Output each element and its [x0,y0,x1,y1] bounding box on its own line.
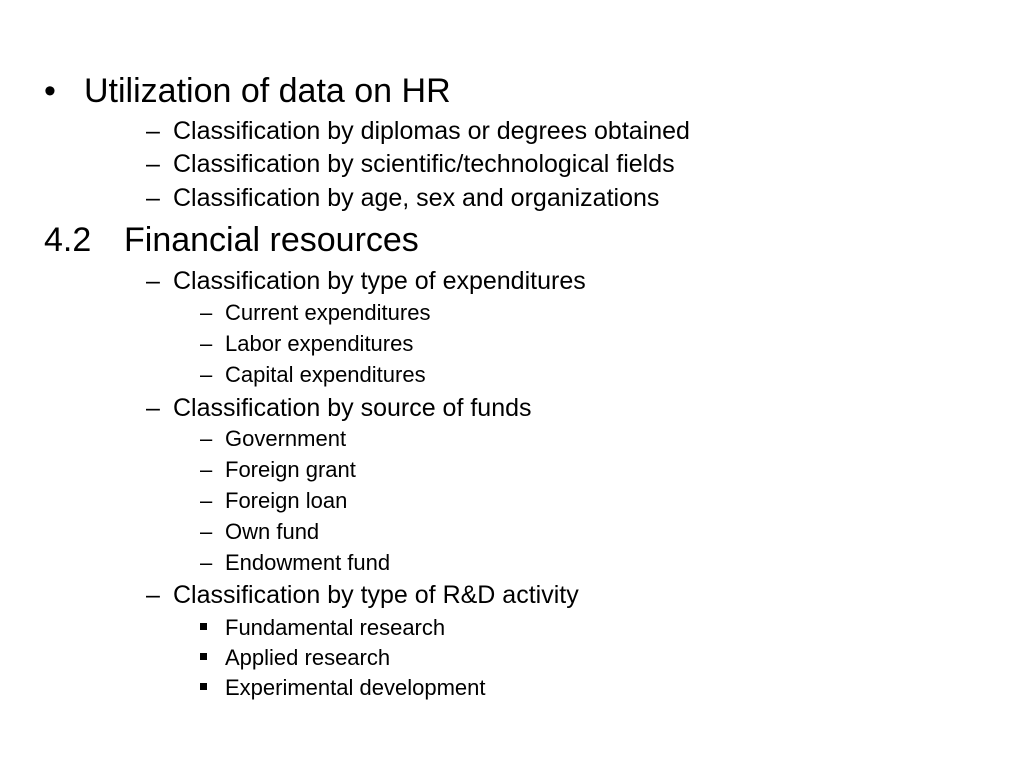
dash-marker: – [146,394,160,422]
dash-marker: – [200,457,213,482]
bullet-marker: • [44,72,56,110]
dash-marker: – [200,331,213,356]
sub-item: Own fund [225,519,320,544]
dash-marker: – [146,184,160,212]
dash-marker: – [200,488,213,513]
sub-item: Capital expenditures [225,362,426,387]
dash-marker: – [200,519,213,544]
hr-item: Classification by age, sex and organizations [173,184,660,212]
sub-item: Government [225,426,347,451]
sub-item: Endowment fund [225,550,391,575]
sub-item: Current expenditures [225,300,431,325]
group-label-rd-activity: Classification by type of R&D activity [173,581,579,609]
hr-item: Classification by scientific/technological fields [173,150,675,178]
sub-item: Applied research [225,645,391,670]
financial-section-title: Financial resources [124,221,419,259]
hr-section-title: Utilization of data on HR [84,72,451,110]
dash-marker: – [200,550,213,575]
sub-item: Foreign loan [225,488,348,513]
dash-marker: – [146,117,160,145]
square-bullet-icon [200,683,207,690]
sub-item: Experimental development [225,675,486,700]
group-label-funds: Classification by source of funds [173,394,532,422]
dash-marker: – [200,362,213,387]
dash-marker: – [146,267,160,295]
dash-marker: – [200,426,213,451]
sub-item: Foreign grant [225,457,356,482]
hr-item: Classification by diplomas or degrees obtained [173,117,690,145]
sub-item: Labor expenditures [225,331,414,356]
group-label-expenditures: Classification by type of expenditures [173,267,586,295]
square-bullet-icon [200,623,207,630]
dash-marker: – [200,300,213,325]
dash-marker: – [146,150,160,178]
sub-item: Fundamental research [225,615,446,640]
square-bullet-icon [200,653,207,660]
dash-marker: – [146,581,160,609]
section-number: 4.2 [44,221,92,259]
